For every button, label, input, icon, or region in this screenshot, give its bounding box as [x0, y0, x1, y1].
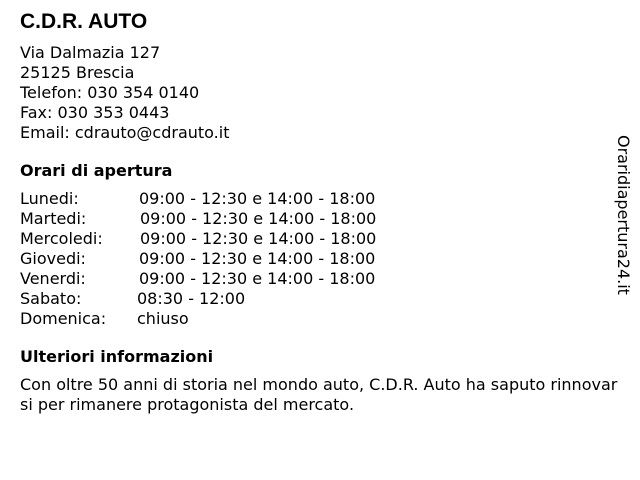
business-name: C.D.R. AUTO: [20, 10, 148, 33]
time-value: 09:00 - 12:30 e 14:00 - 18:00: [139, 269, 376, 288]
hours-row-monday: [20, 189, 620, 209]
time-value: 09:00 - 12:30 e 14:00 - 18:00: [140, 229, 377, 248]
hours-table: [20, 189, 620, 329]
hours-row-wednesday: [20, 229, 620, 249]
day-label: Giovedi:: [20, 249, 86, 268]
email-address: Email: cdrauto@cdrauto.it: [20, 123, 230, 142]
brand-watermark-text: Oraridiapertura24.it: [614, 135, 633, 295]
more-info-heading: Ulteriori informazioni: [20, 347, 214, 366]
hours-row-tuesday: [20, 209, 620, 229]
day-label: Mercoledi:: [20, 229, 103, 248]
time-value: chiuso: [137, 309, 189, 328]
hours-row-sunday: [20, 309, 620, 329]
hours-heading: Orari di apertura: [20, 161, 173, 180]
business-card: [20, 10, 620, 415]
day-label: Lunedi:: [20, 189, 79, 208]
time-value: 09:00 - 12:30 e 14:00 - 18:00: [139, 249, 376, 268]
time-value: 08:30 - 12:00: [137, 289, 246, 308]
day-label: Martedi:: [20, 209, 87, 228]
hours-row-saturday: [20, 289, 620, 309]
fax-number: Fax: 030 353 0443: [20, 103, 170, 122]
time-value: 09:00 - 12:30 e 14:00 - 18:00: [139, 189, 376, 208]
phone-number: Telefon: 030 354 0140: [20, 83, 200, 102]
hours-row-friday: [20, 269, 620, 289]
brand-watermark: [613, 135, 633, 311]
day-label: Domenica:: [20, 309, 107, 328]
address-city: 25125 Brescia: [20, 63, 135, 82]
address-street: Via Dalmazia 127: [20, 43, 161, 62]
day-label: Venerdi:: [20, 269, 86, 288]
more-info-text: Con oltre 50 anni di storia nel mondo auto, C.D.R. Auto ha saputo rinnovarsi per rimanere protagonista del mercato.: [20, 375, 618, 414]
hours-row-thursday: [20, 249, 620, 269]
day-label: Sabato:: [20, 289, 82, 308]
time-value: 09:00 - 12:30 e 14:00 - 18:00: [140, 209, 377, 228]
